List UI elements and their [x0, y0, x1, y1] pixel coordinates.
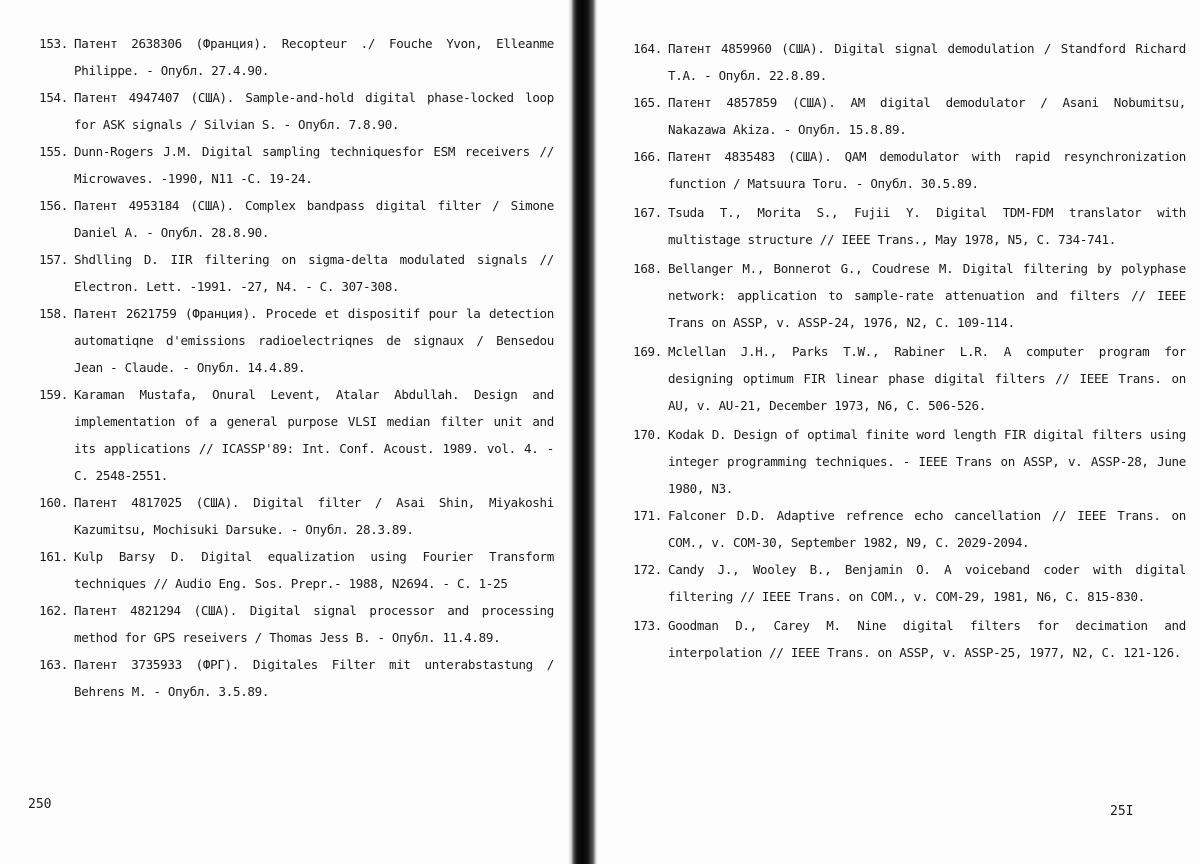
reference-text: Патент 4821294 (США). Digital signal processor and processing method for GPS reseivers / Thomas Jess B. - Опубл. 11.4.89.: [74, 603, 554, 645]
reference-item: [598, 143, 1192, 197]
page-number: 25I: [1110, 804, 1134, 819]
reference-text: Goodman D., Carey M. Nine digital filters for decimation and interpolation // IEEE Trans. on ASSP, v. ASSP-25, 1977, N2, C. 121-126.: [668, 618, 1186, 660]
reference-number: 162.: [39, 603, 68, 618]
reference-text: Kodak D. Design of optimal finite word length FIR digital filters using integer programming techniques. - IEEE Trans on ASSP, v. ASSP-28, June 1980, N3.: [668, 427, 1186, 496]
reference-list: [598, 35, 1192, 666]
reference-list: [0, 30, 560, 705]
reference-item: [0, 30, 560, 84]
reference-item: [598, 502, 1192, 556]
reference-number: 170.: [633, 427, 662, 442]
reference-item: [598, 255, 1192, 336]
reference-text: Патент 4817025 (США). Digital filter / Asai Shin, Miyakoshi Kazumitsu, Mochisuki Darsuke. - Опубл. 28.3.89.: [74, 495, 554, 537]
reference-item: [0, 192, 560, 246]
right-page: [598, 0, 1200, 864]
reference-text: Mclellan J.H., Parks T.W., Rabiner L.R. A computer program for designing optimum FIR linear phase digital filters // IEEE Trans. on AU, v. AU-21, December 1973, N6, C. 506-526.: [668, 344, 1186, 413]
reference-number: 158.: [39, 306, 68, 321]
reference-number: 165.: [633, 95, 662, 110]
reference-text: Candy J., Wooley B., Benjamin O. A voiceband coder with digital filtering // IEEE Trans. on COM., v. COM-29, 1981, N6, C. 815-830.: [668, 562, 1186, 604]
reference-number: 157.: [39, 252, 68, 267]
reference-number: 153.: [39, 36, 68, 51]
reference-number: 154.: [39, 90, 68, 105]
reference-item: [598, 421, 1192, 502]
reference-item: [598, 338, 1192, 419]
reference-item: [0, 138, 560, 192]
reference-text: Патент 2621759 (Франция). Procede et dispositif pour la detection automatiqne d'emissions radioelectriqnes de signaux / Bensedou Jean - Claude. - Опубл. 14.4.89.: [74, 306, 554, 375]
reference-text: Karaman Mustafa, Onural Levent, Atalar Abdullah. Design and implementation of a general purpose VLSI median filter unit and its applications // ICASSP'89: Int. Conf. Acoust. 1989. vol. 4. - C. 2548-2551.: [74, 387, 554, 483]
page-number: 250: [28, 797, 52, 812]
reference-number: 172.: [633, 562, 662, 577]
reference-number: 163.: [39, 657, 68, 672]
reference-text: Патент 2638306 (Франция). Recopteur ./ Fouche Yvon, Elleanme Philippe. - Опубл. 27.4.90.: [74, 36, 554, 78]
reference-number: 161.: [39, 549, 68, 564]
reference-text: Tsuda T., Morita S., Fujii Y. Digital TDM-FDM translator with multistage structure // IEEE Trans., May 1978, N5, C. 734-741.: [668, 205, 1186, 247]
reference-item: [0, 246, 560, 300]
reference-text: Патент 3735933 (ФРГ). Digitales Filter mit unterabstastung / Behrens M. - Опубл. 3.5.89.: [74, 657, 554, 699]
reference-number: 164.: [633, 41, 662, 56]
reference-number: 166.: [633, 149, 662, 164]
reference-text: Kulp Barsy D. Digital equalization using Fourier Transform techniques // Audio Eng. Sos. Prepr.- 1988, N2694. - C. 1-25: [74, 549, 554, 591]
reference-item: [0, 84, 560, 138]
reference-number: 160.: [39, 495, 68, 510]
reference-text: Патент 4857859 (США). AM digital demodulator / Asani Nobumitsu, Nakazawa Akiza. - Опубл. 15.8.89.: [668, 95, 1186, 137]
reference-item: [0, 300, 560, 381]
reference-number: 168.: [633, 261, 662, 276]
reference-number: 167.: [633, 205, 662, 220]
reference-item: [598, 556, 1192, 610]
reference-number: 156.: [39, 198, 68, 213]
book-spine: [568, 0, 598, 864]
reference-number: 159.: [39, 387, 68, 402]
reference-item: [0, 597, 560, 651]
reference-number: 155.: [39, 144, 68, 159]
reference-item: [0, 381, 560, 489]
reference-number: 169.: [633, 344, 662, 359]
reference-text: Патент 4947407 (США). Sample-and-hold digital phase-locked loop for ASK signals / Silvian S. - Опубл. 7.8.90.: [74, 90, 554, 132]
reference-item: [0, 489, 560, 543]
reference-item: [598, 89, 1192, 143]
reference-text: Патент 4953184 (США). Complex bandpass digital filter / Simone Daniel A. - Опубл. 28.8.90.: [74, 198, 554, 240]
reference-item: [0, 651, 560, 705]
reference-text: Патент 4859960 (США). Digital signal demodulation / Standford Richard T.A. - Опубл. 22.8.89.: [668, 41, 1186, 83]
left-page: [0, 0, 568, 864]
reference-number: 173.: [633, 618, 662, 633]
reference-text: Dunn-Rogers J.M. Digital sampling techniquesfor ESM receivers // Microwaves. -1990, N11 -C. 19-24.: [74, 144, 554, 186]
reference-text: Патент 4835483 (США). QAM demodulator with rapid resynchronization function / Matsuura Toru. - Опубл. 30.5.89.: [668, 149, 1186, 191]
reference-number: 171.: [633, 508, 662, 523]
reference-item: [598, 35, 1192, 89]
reference-text: Falconer D.D. Adaptive refrence echo cancellation // IEEE Trans. on COM., v. COM-30, September 1982, N9, C. 2029-2094.: [668, 508, 1186, 550]
reference-item: [598, 199, 1192, 253]
reference-text: Bellanger M., Bonnerot G., Coudrese M. Digital filtering by polyphase network: application to sample-rate attenuation and filters // IEEE Trans on ASSP, v. ASSP-24, 1976, N2, C. 109-114.: [668, 261, 1186, 330]
reference-item: [0, 543, 560, 597]
reference-text: Shdlling D. IIR filtering on sigma-delta modulated signals // Electron. Lett. -1991. -27, N4. - C. 307-308.: [74, 252, 554, 294]
reference-item: [598, 612, 1192, 666]
